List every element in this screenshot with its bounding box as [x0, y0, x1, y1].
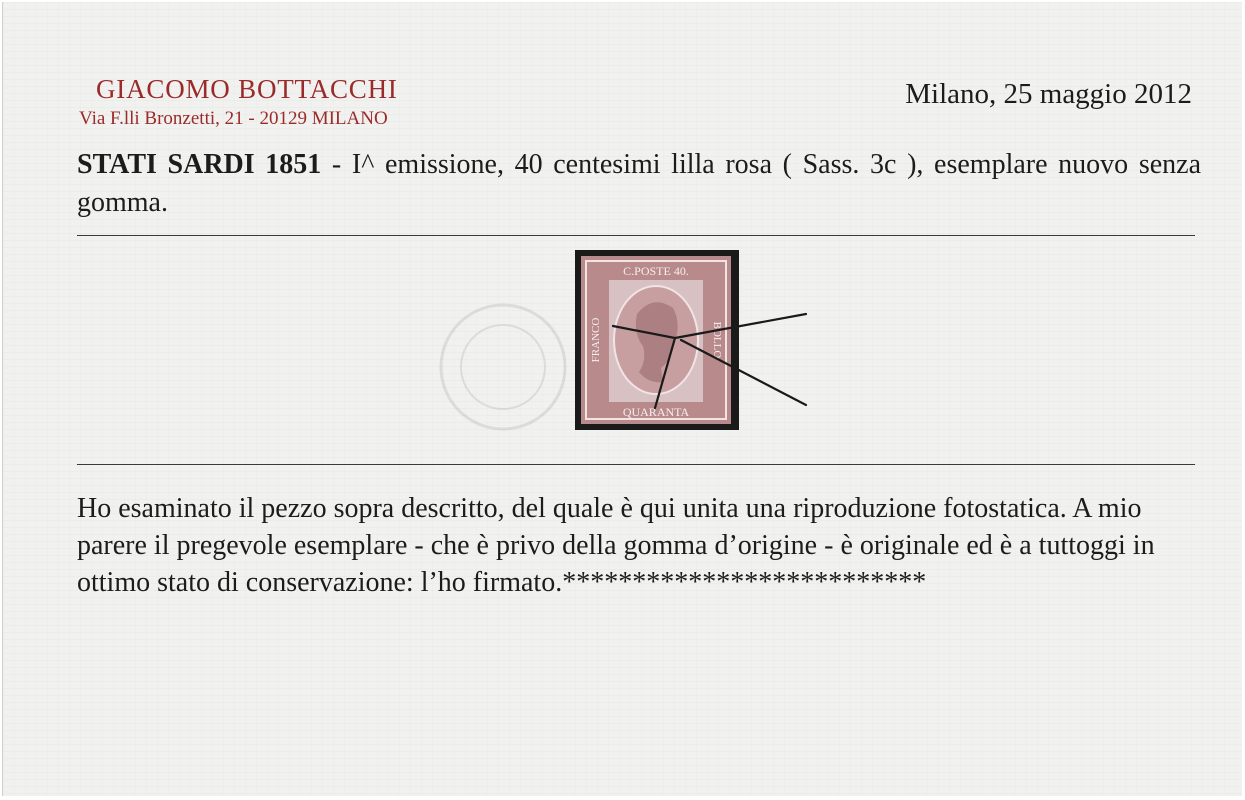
- stamp-image: [423, 242, 823, 462]
- expert-handstamp-mark: [441, 305, 565, 429]
- stamp-left-label: FRANCO: [590, 317, 602, 363]
- stamp-right-label: BOLLO: [711, 321, 723, 359]
- top-divider: [77, 235, 1195, 236]
- description-lead: STATI SARDI 1851: [77, 149, 322, 180]
- stamp-description: [77, 146, 1201, 222]
- place-date: Milano, 25 maggio 2012: [905, 78, 1192, 110]
- stamp-top-label: C.POSTE 40.: [623, 264, 689, 278]
- bottom-divider: [77, 464, 1195, 465]
- stamp-illustration: [423, 242, 823, 462]
- certificate-paper: [2, 2, 1242, 796]
- stamp-bottom-label: QUARANTA: [622, 405, 690, 419]
- description-text: - I^ emissione, 40 centesimi lilla rosa ( Sass. 3c ), esemplare nuovo senza gomma.: [77, 149, 1201, 218]
- certificate-text: Ho esaminato il pezzo sopra descritto, del quale è qui unita una riproduzione fotostatica. A mio parere il pregevole esemplare - che è privo della gomma d’origine - è originale ed è a tuttoggi in ottimo stato di conservazione: l’ho firmato.**************************: [77, 493, 1155, 598]
- firm-name: GIACOMO BOTTACCHI: [96, 74, 398, 104]
- firm-address: Via F.lli Bronzetti, 21 - 20129 MILANO: [79, 108, 388, 129]
